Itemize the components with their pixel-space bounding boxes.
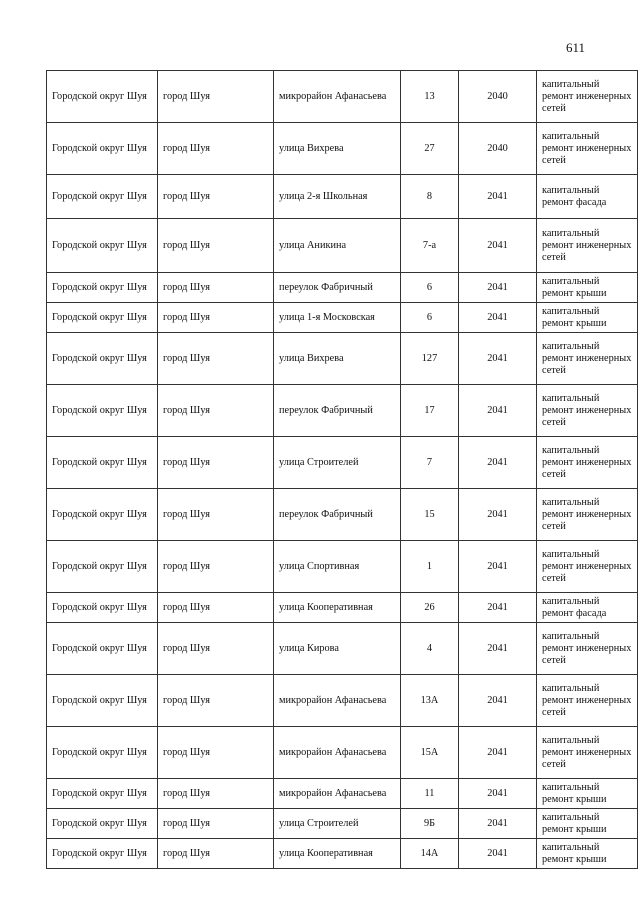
city-cell: город Шуя (158, 71, 274, 123)
house-number-cell: 17 (401, 385, 459, 437)
year-cell: 2041 (459, 779, 537, 809)
city-cell: город Шуя (158, 839, 274, 869)
year-cell: 2040 (459, 123, 537, 175)
city-cell: город Шуя (158, 623, 274, 675)
year-cell: 2041 (459, 489, 537, 541)
okrug-cell: Городской округ Шуя (47, 593, 158, 623)
work-type-cell: капитальный ремонт инженерных сетей (537, 489, 638, 541)
street-cell: улица Кооперативная (274, 839, 401, 869)
work-type-cell: капитальный ремонт фасада (537, 593, 638, 623)
work-type-cell: капитальный ремонт крыши (537, 273, 638, 303)
year-cell: 2041 (459, 437, 537, 489)
year-cell: 2041 (459, 541, 537, 593)
house-number-cell: 11 (401, 779, 459, 809)
house-number-cell: 26 (401, 593, 459, 623)
okrug-cell: Городской округ Шуя (47, 779, 158, 809)
street-cell: улица Вихрева (274, 123, 401, 175)
okrug-cell: Городской округ Шуя (47, 541, 158, 593)
street-cell: микрорайон Афанасьева (274, 779, 401, 809)
work-type-cell: капитальный ремонт инженерных сетей (537, 385, 638, 437)
street-cell: улица Кирова (274, 623, 401, 675)
street-cell: микрорайон Афанасьева (274, 727, 401, 779)
city-cell: город Шуя (158, 593, 274, 623)
house-number-cell: 6 (401, 303, 459, 333)
year-cell: 2041 (459, 219, 537, 273)
street-cell: улица Спортивная (274, 541, 401, 593)
work-type-cell: капитальный ремонт крыши (537, 809, 638, 839)
table-row (47, 333, 638, 385)
work-type-cell: капитальный ремонт инженерных сетей (537, 123, 638, 175)
table-row (47, 385, 638, 437)
house-number-cell: 8 (401, 175, 459, 219)
year-cell: 2041 (459, 273, 537, 303)
table-row (47, 71, 638, 123)
okrug-cell: Городской округ Шуя (47, 333, 158, 385)
house-number-cell: 15 (401, 489, 459, 541)
okrug-cell: Городской округ Шуя (47, 123, 158, 175)
table-row (47, 593, 638, 623)
work-type-cell: капитальный ремонт инженерных сетей (537, 727, 638, 779)
table-row (47, 779, 638, 809)
table-body (47, 71, 638, 869)
street-cell: переулок Фабричный (274, 489, 401, 541)
okrug-cell: Городской округ Шуя (47, 623, 158, 675)
street-cell: улица Строителей (274, 809, 401, 839)
street-cell: микрорайон Афанасьева (274, 675, 401, 727)
okrug-cell: Городской округ Шуя (47, 809, 158, 839)
okrug-cell: Городской округ Шуя (47, 71, 158, 123)
house-number-cell: 7-а (401, 219, 459, 273)
city-cell: город Шуя (158, 437, 274, 489)
okrug-cell: Городской округ Шуя (47, 273, 158, 303)
year-cell: 2041 (459, 623, 537, 675)
okrug-cell: Городской округ Шуя (47, 727, 158, 779)
city-cell: город Шуя (158, 273, 274, 303)
work-type-cell: капитальный ремонт крыши (537, 839, 638, 869)
year-cell: 2041 (459, 303, 537, 333)
city-cell: город Шуя (158, 385, 274, 437)
house-number-cell: 14А (401, 839, 459, 869)
city-cell: город Шуя (158, 675, 274, 727)
work-type-cell: капитальный ремонт инженерных сетей (537, 541, 638, 593)
street-cell: улица 2-я Школьная (274, 175, 401, 219)
house-number-cell: 127 (401, 333, 459, 385)
year-cell: 2041 (459, 593, 537, 623)
street-cell: улица Вихрева (274, 333, 401, 385)
table-row (47, 219, 638, 273)
okrug-cell: Городской округ Шуя (47, 437, 158, 489)
city-cell: город Шуя (158, 333, 274, 385)
city-cell: город Шуя (158, 123, 274, 175)
work-type-cell: капитальный ремонт инженерных сетей (537, 675, 638, 727)
year-cell: 2041 (459, 333, 537, 385)
house-number-cell: 4 (401, 623, 459, 675)
house-number-cell: 27 (401, 123, 459, 175)
work-type-cell: капитальный ремонт инженерных сетей (537, 623, 638, 675)
year-cell: 2041 (459, 809, 537, 839)
work-type-cell: капитальный ремонт крыши (537, 303, 638, 333)
okrug-cell: Городской округ Шуя (47, 219, 158, 273)
table-row (47, 839, 638, 869)
okrug-cell: Городской округ Шуя (47, 489, 158, 541)
house-number-cell: 6 (401, 273, 459, 303)
work-type-cell: капитальный ремонт крыши (537, 779, 638, 809)
house-number-cell: 7 (401, 437, 459, 489)
work-type-cell: капитальный ремонт инженерных сетей (537, 437, 638, 489)
street-cell: переулок Фабричный (274, 273, 401, 303)
city-cell: город Шуя (158, 779, 274, 809)
year-cell: 2041 (459, 839, 537, 869)
table-row (47, 727, 638, 779)
year-cell: 2041 (459, 675, 537, 727)
okrug-cell: Городской округ Шуя (47, 303, 158, 333)
house-number-cell: 13А (401, 675, 459, 727)
table-row (47, 809, 638, 839)
work-type-cell: капитальный ремонт фасада (537, 175, 638, 219)
street-cell: улица Кооперативная (274, 593, 401, 623)
work-type-cell: капитальный ремонт инженерных сетей (537, 219, 638, 273)
city-cell: город Шуя (158, 541, 274, 593)
city-cell: город Шуя (158, 219, 274, 273)
table-row (47, 541, 638, 593)
table-row (47, 623, 638, 675)
house-number-cell: 15А (401, 727, 459, 779)
table-row (47, 123, 638, 175)
house-number-cell: 13 (401, 71, 459, 123)
table-row (47, 175, 638, 219)
table-row (47, 273, 638, 303)
okrug-cell: Городской округ Шуя (47, 675, 158, 727)
year-cell: 2041 (459, 727, 537, 779)
city-cell: город Шуя (158, 303, 274, 333)
house-number-cell: 9Б (401, 809, 459, 839)
year-cell: 2041 (459, 175, 537, 219)
repair-schedule-table (46, 70, 638, 869)
table-row (47, 437, 638, 489)
okrug-cell: Городской округ Шуя (47, 385, 158, 437)
city-cell: город Шуя (158, 809, 274, 839)
year-cell: 2041 (459, 385, 537, 437)
year-cell: 2040 (459, 71, 537, 123)
street-cell: переулок Фабричный (274, 385, 401, 437)
street-cell: микрорайон Афанасьева (274, 71, 401, 123)
page-number: 611 (566, 40, 586, 55)
work-type-cell: капитальный ремонт инженерных сетей (537, 333, 638, 385)
house-number-cell: 1 (401, 541, 459, 593)
table-row (47, 303, 638, 333)
city-cell: город Шуя (158, 175, 274, 219)
table-row (47, 675, 638, 727)
okrug-cell: Городской округ Шуя (47, 175, 158, 219)
street-cell: улица Аникина (274, 219, 401, 273)
street-cell: улица 1-я Московская (274, 303, 401, 333)
okrug-cell: Городской округ Шуя (47, 839, 158, 869)
city-cell: город Шуя (158, 727, 274, 779)
table-row (47, 489, 638, 541)
street-cell: улица Строителей (274, 437, 401, 489)
work-type-cell: капитальный ремонт инженерных сетей (537, 71, 638, 123)
city-cell: город Шуя (158, 489, 274, 541)
